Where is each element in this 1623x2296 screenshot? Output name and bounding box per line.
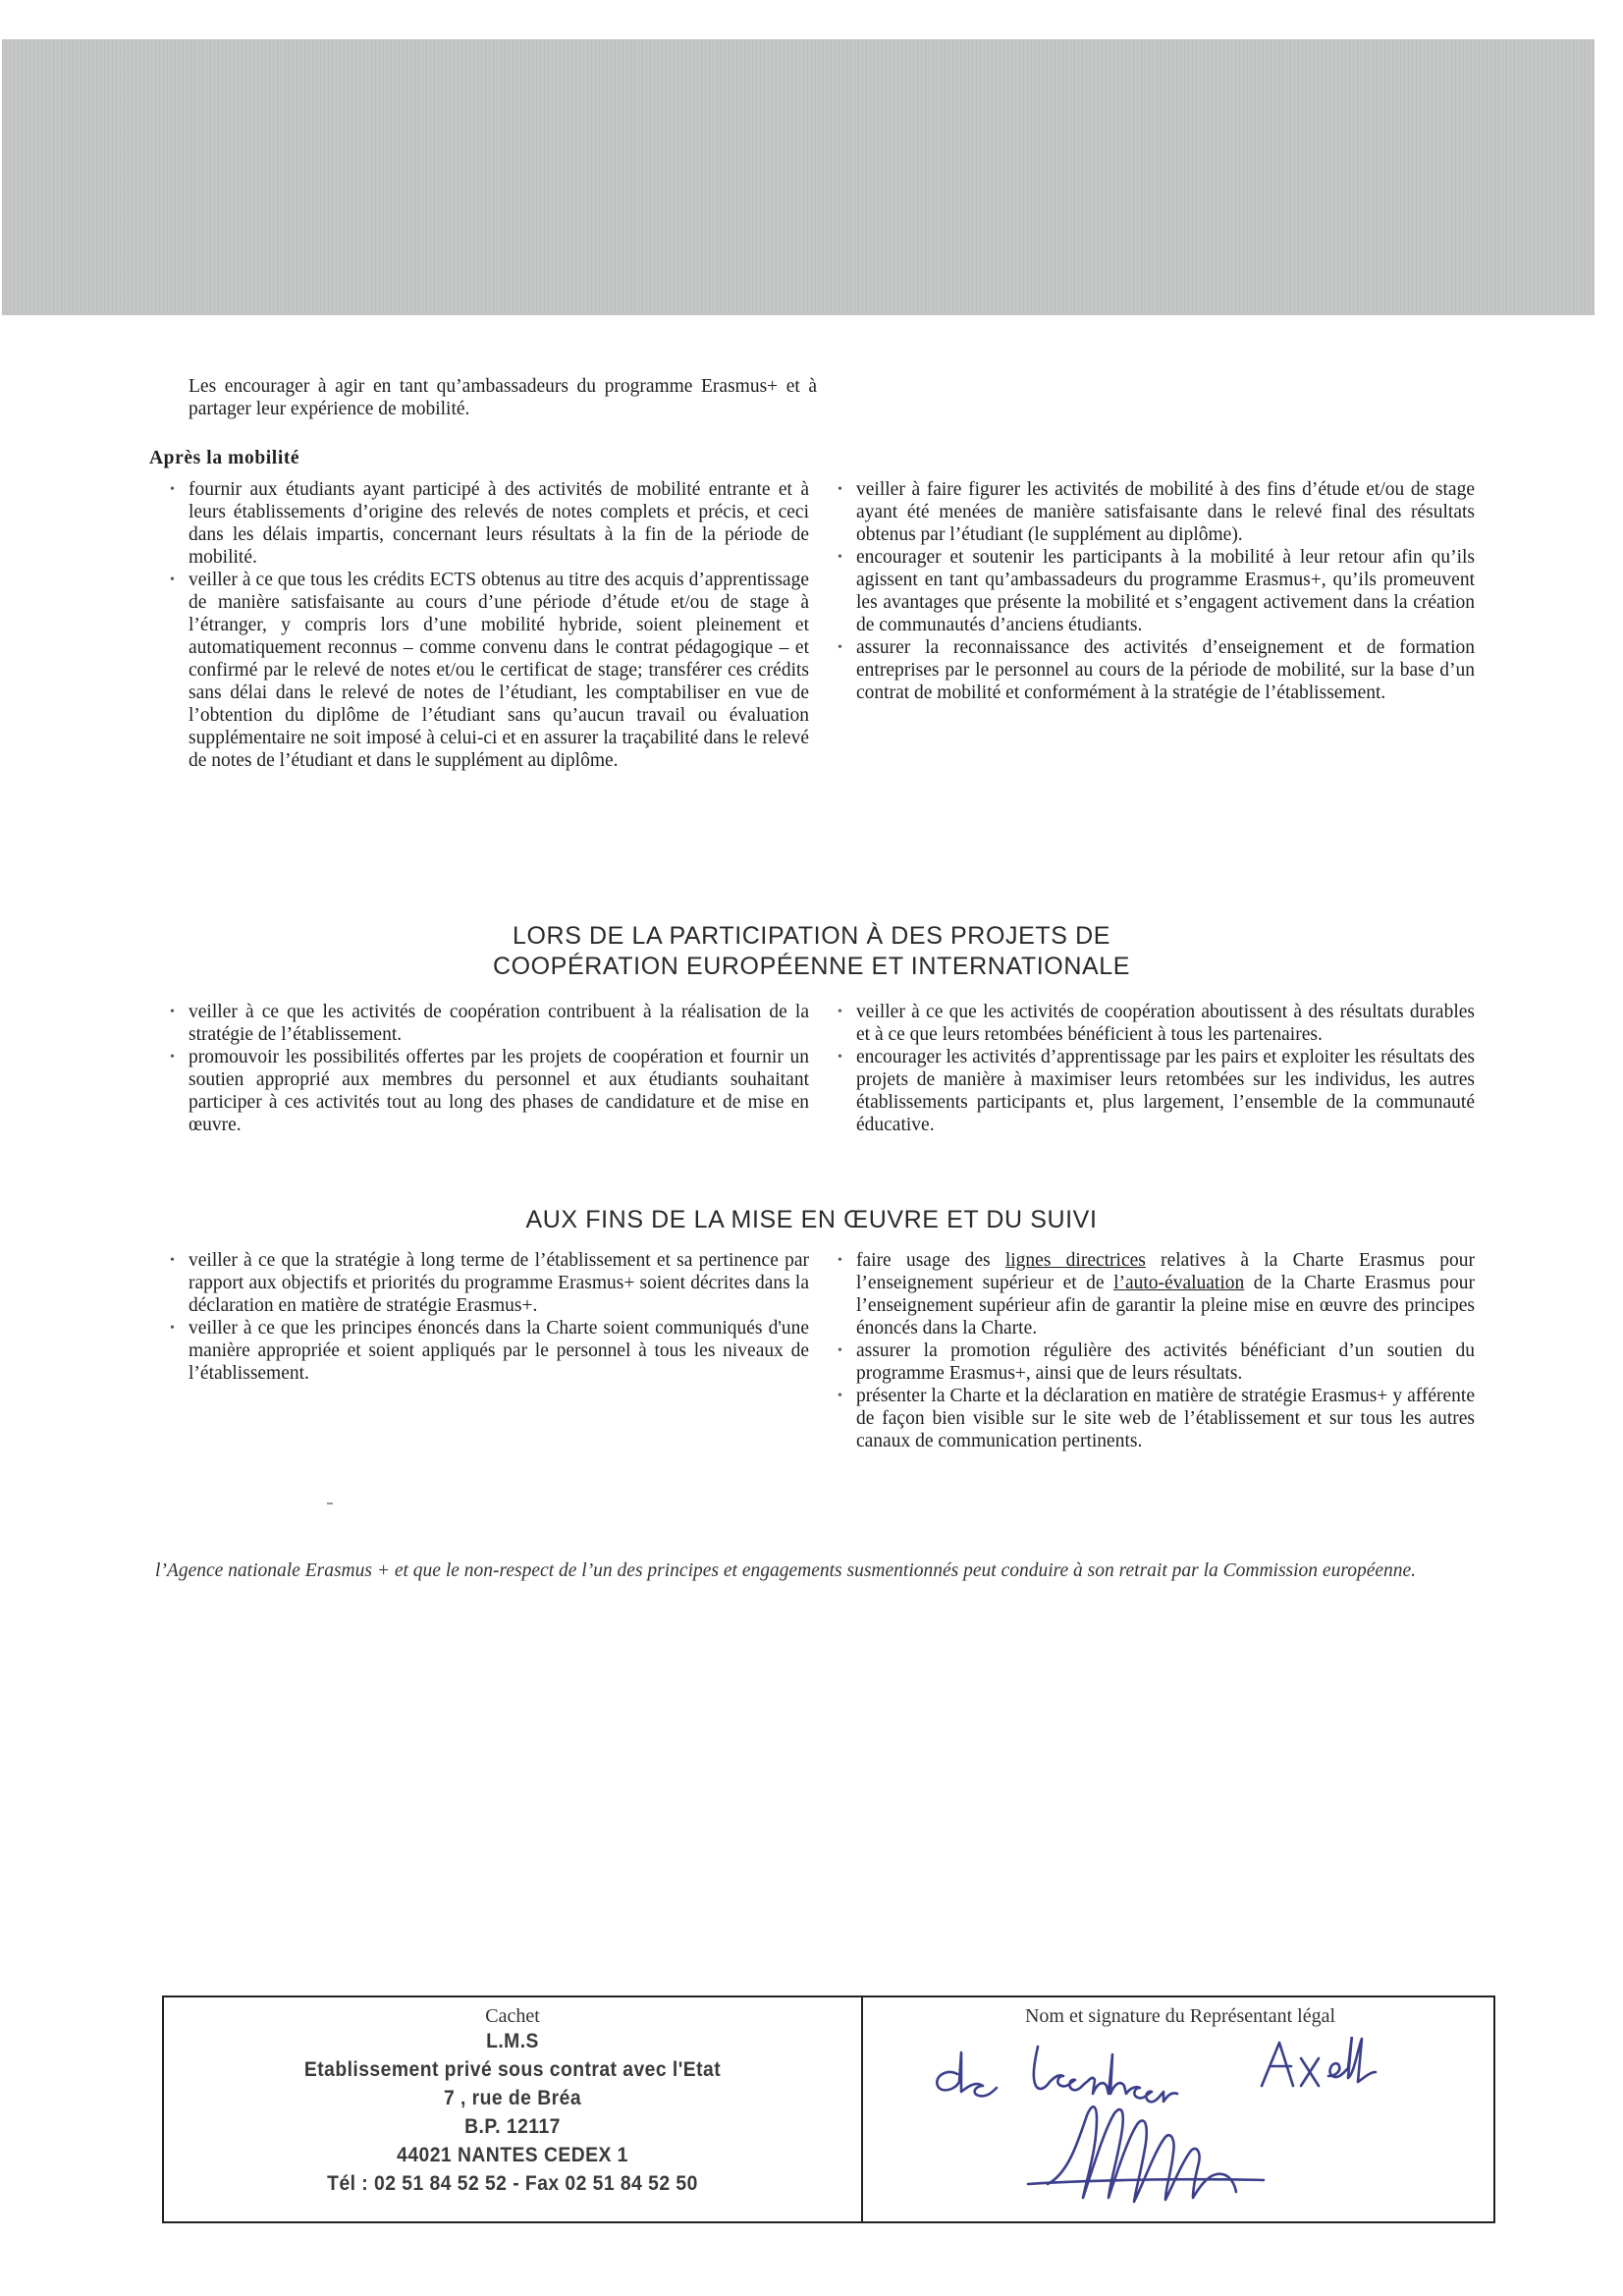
cooperation-title-line1: LORS DE LA PARTICIPATION À DES PROJETS DE xyxy=(513,922,1110,950)
stray-mark xyxy=(327,1503,333,1504)
stamp-line: 7 , rue de Bréa xyxy=(443,2087,582,2109)
list-item: • veiller à ce que les activités de coopération contribuent à la réalisation de la stratégie de l’établissement. xyxy=(170,1002,809,1045)
list-item: • veiller à faire figurer les activités de mobilité à des fins d’étude et/ou de stage ayant été menées de manière satisfaisante dans le relevé final des résultats obtenus par l’étudiant (le supplément au diplôme). xyxy=(838,479,1475,545)
suivi-right-list xyxy=(835,1249,1475,1452)
apres-left-list xyxy=(167,478,809,772)
bullet-icon: • xyxy=(170,1321,175,1336)
bullet-icon: • xyxy=(838,550,842,565)
bullet-icon: • xyxy=(838,1343,842,1358)
list-item: • encourager les activités d’apprentissage par les pairs et exploiter les résultats des projets de manière à maximiser leurs retombées sur les individus, les autres établissements participants et, plus largement, l’ensemble de la communauté éducative. xyxy=(838,1047,1475,1135)
intro-paragraph: Les encourager à agir en tant qu’ambassadeurs du programme Erasmus+ et à partager leur expérience de mobilité. xyxy=(189,376,817,419)
list-item: • faire usage des lignes directrices relatives à la Charte Erasmus pour l’enseignement supérieur et de l’auto-évaluation de la Charte Erasmus pour l’enseignement supérieur afin de garantir la pleine mise en œuvre des principes énoncés dans la Charte. xyxy=(838,1250,1476,1339)
signature-box xyxy=(162,1995,1495,2223)
bullet-icon: • xyxy=(838,1389,842,1403)
closing-statement: l’Agence nationale Erasmus + et que le non-respect de l’un des principes et engagements susmentionnés peut conduire à son retrait par la Commission européenne. xyxy=(155,1560,1417,1581)
list-item: • veiller à ce que la stratégie à long terme de l’établissement et sa pertinence par rapport aux objectifs et priorités du programme Erasmus+ soient décrites dans la déclaration en matière de stratégie Erasmus+. xyxy=(170,1250,809,1316)
list-item: • veiller à ce que tous les crédits ECTS obtenus au titre des acquis d’apprentissage de manière satisfaisante au cours d’une période d’étude et/ou de stage à l’étranger, y compris lors d’une mobilité hybride, soient pleinement et automatiquement reconnus – comme convenu dans le contrat pédagogique – et confirmé par le relevé de notes et/ou le certificat de stage; transférer ces crédits sans délai dans le relevé de notes de l’étudiant, les comptabiliser en vue de l’obtention du diplôme de l’étudiant sans qu’aucun travail ou évaluation supplémentaire ne soit imposé à celui-ci et en assurer la traçabilité dans le relevé de notes de l’étudiant et dans le supplément au diplôme. xyxy=(170,570,809,771)
bullet-icon: • xyxy=(170,1253,175,1268)
stamp-line: L.M.S xyxy=(486,2030,539,2052)
apres-right-list xyxy=(835,478,1475,704)
redacted-header-block xyxy=(2,39,1595,315)
list-item: • fournir aux étudiants ayant participé à des activités de mobilité entrante et à leurs établissements d’origine des relevés de notes complets et précis, et ceci dans les délais impartis, concernant leurs résultats à la fin de la période de mobilité. xyxy=(170,479,809,568)
handwritten-signature xyxy=(920,2037,1470,2214)
stamp-line: Etablissement privé sous contrat avec l'Etat xyxy=(303,2058,722,2081)
apres-mobilite-heading: Après la mobilité xyxy=(149,448,300,468)
cooperation-left-list xyxy=(167,1001,809,1136)
bullet-icon: • xyxy=(170,1050,175,1065)
bullet-icon: • xyxy=(170,482,175,497)
bullet-icon: • xyxy=(170,573,175,587)
list-item: • assurer la reconnaissance des activités d’enseignement et de formation entreprises par le personnel au cours de la période de mobilité, sur la base d’un contrat de mobilité et conformément à la stratégie de l’établissement. xyxy=(838,637,1475,703)
bullet-icon: • xyxy=(838,640,842,655)
list-item: • encourager et soutenir les participants à la mobilité à leur retour afin qu’ils agissent en tant qu’ambassadeurs du programme Erasmus+, qu’ils promeuvent les avantages que présente la mobilité et s’engagent activement dans la création de communautés d’anciens étudiants. xyxy=(838,547,1475,635)
stamp-line: 44021 NANTES CEDEX 1 xyxy=(397,2144,628,2166)
bullet-icon: • xyxy=(170,1005,175,1019)
cooperation-title-line2: COOPÉRATION EUROPÉENNE ET INTERNATIONALE xyxy=(492,953,1131,980)
stamp-line: B.P. 12117 xyxy=(464,2115,561,2138)
bullet-icon: • xyxy=(838,482,842,497)
list-item: • assurer la promotion régulière des activités bénéficiant d’un soutien du programme Erasmus+, ainsi que de leurs résultats. xyxy=(838,1340,1475,1384)
stamp-line: Tél : 02 51 84 52 52 - Fax 02 51 84 52 50 xyxy=(327,2172,698,2195)
auto-evaluation-link[interactable]: l’auto-évaluation xyxy=(1113,1273,1245,1293)
cooperation-right-list xyxy=(835,1001,1475,1136)
cachet-label: Cachet xyxy=(485,2005,540,2027)
bullet-icon: • xyxy=(838,1050,842,1065)
institution-stamp xyxy=(255,2027,770,2198)
list-item: • présenter la Charte et la déclaration en matière de stratégie Erasmus+ y afférente de façon bien visible sur le site web de l’établissement et sur tous les autres canaux de communication pertinents. xyxy=(838,1386,1475,1451)
bullet-icon: • xyxy=(838,1253,842,1268)
list-item: • veiller à ce que les activités de coopération aboutissent à des résultats durables et à ce que leurs retombées bénéficient à tous les partenaires. xyxy=(838,1002,1475,1045)
suivi-left-list xyxy=(167,1249,809,1385)
bullet-icon: • xyxy=(838,1005,842,1019)
signature-label: Nom et signature du Représentant légal xyxy=(1024,2005,1335,2027)
list-item: • veiller à ce que les principes énoncés dans la Charte soient communiqués d'une manière appropriée et soient appliqués par le personnel à tous les niveaux de l’établissement. xyxy=(170,1318,809,1384)
suivi-title: AUX FINS DE LA MISE EN ŒUVRE ET DU SUIVI xyxy=(525,1206,1098,1233)
lignes-directrices-link[interactable]: lignes directrices xyxy=(1004,1250,1146,1271)
signature-box-divider xyxy=(861,1997,863,2221)
list-item: • promouvoir les possibilités offertes par les projets de coopération et fournir un soutien approprié aux membres du personnel et aux étudiants souhaitant participer à ces activités tout au long des phases de candidature et de mise en œuvre. xyxy=(170,1047,809,1135)
